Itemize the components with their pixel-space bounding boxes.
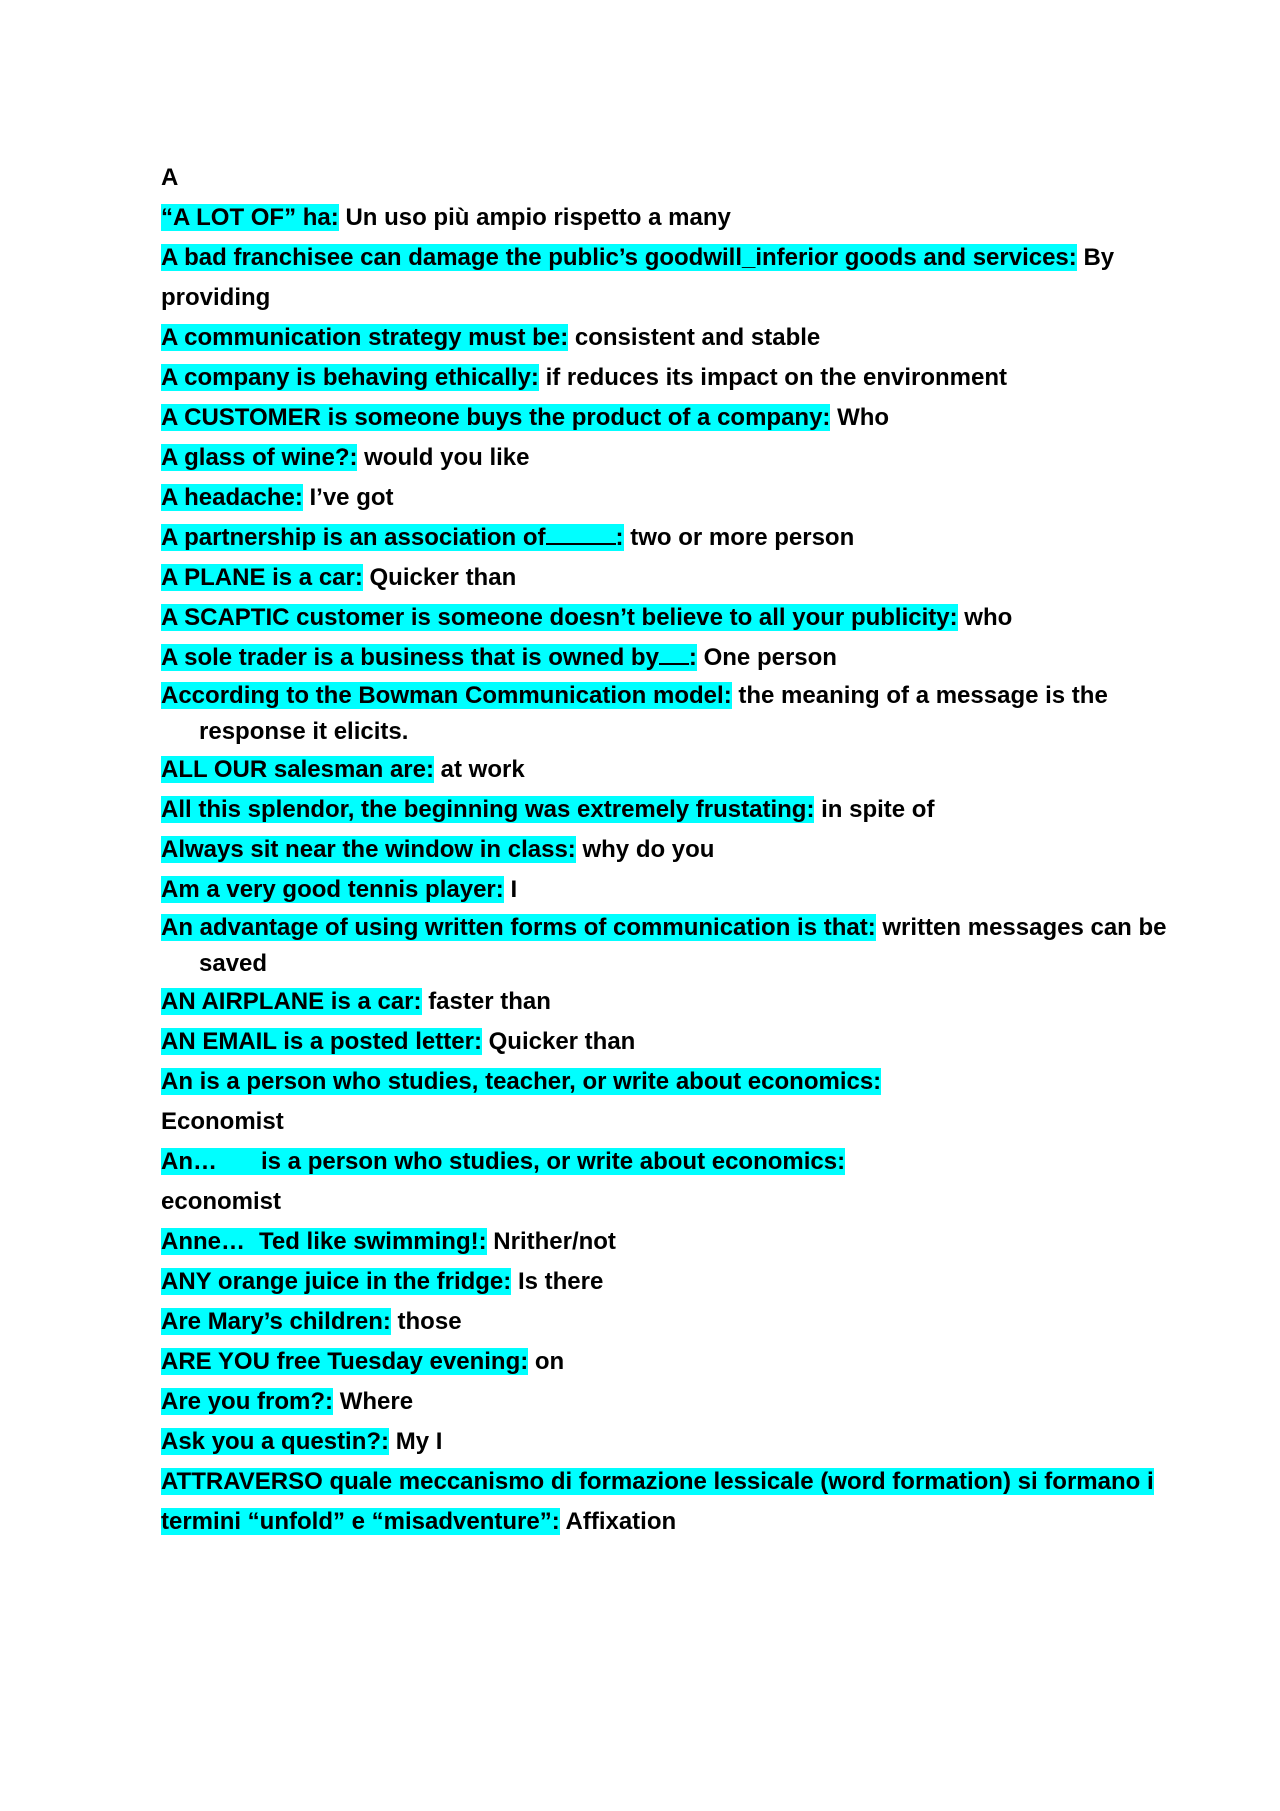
entry xyxy=(161,358,1191,398)
question: A bad franchisee can damage the public’s goodwill_inferior goods and services: xyxy=(161,244,1077,271)
answer: Quicker than xyxy=(488,1028,636,1055)
question: A communication strategy must be: xyxy=(161,324,569,351)
question: ANY orange juice in the fridge: xyxy=(161,1268,512,1295)
answer: those xyxy=(397,1308,462,1335)
answer: Where xyxy=(339,1388,414,1415)
entry xyxy=(161,198,1191,238)
question: A CUSTOMER is someone buys the product of a company: xyxy=(161,404,831,431)
answer: My I xyxy=(395,1428,443,1455)
question-part: An xyxy=(161,1068,193,1095)
section-heading: A xyxy=(161,164,179,191)
answer: Un uso più ampio rispetto a many xyxy=(345,204,731,231)
question: All this splendor, the beginning was extremely frustating: xyxy=(161,796,815,823)
question-part: Anne… xyxy=(161,1228,245,1255)
entry xyxy=(161,750,1191,790)
question: According to the Bowman Communication model: xyxy=(161,682,732,709)
entry xyxy=(161,1262,1191,1302)
question: AN AIRPLANE is a car: xyxy=(161,988,422,1015)
answer: on xyxy=(534,1348,565,1375)
fill-in-blank xyxy=(546,523,616,545)
entry xyxy=(161,598,1191,638)
answer: Who xyxy=(837,404,890,431)
question: ARE YOU free Tuesday evening: xyxy=(161,1348,529,1375)
question: An advantage of using written forms of communication is that: xyxy=(161,914,876,941)
entry xyxy=(161,1422,1191,1462)
entry xyxy=(161,1382,1191,1422)
answer: consistent and stable xyxy=(574,324,821,351)
document-page xyxy=(161,158,1191,1542)
entry xyxy=(161,1062,1191,1142)
question: Am a very good tennis player: xyxy=(161,876,504,903)
question: ALL OUR salesman are: xyxy=(161,756,434,783)
question: “A LOT OF” ha: xyxy=(161,204,339,231)
answer: the meaning of a message is the response it elicits. xyxy=(199,682,1108,745)
question: Always sit near the window in class: xyxy=(161,836,576,863)
question xyxy=(161,1068,881,1095)
answer: Economist xyxy=(161,1108,284,1135)
question-part: is a person who studies, or write about economics: xyxy=(261,1148,846,1175)
entry xyxy=(161,438,1191,478)
entry xyxy=(161,910,1191,982)
entry xyxy=(161,870,1191,910)
entry xyxy=(161,790,1191,830)
entry xyxy=(161,478,1191,518)
question xyxy=(161,1148,845,1175)
question-part: A sole trader is a business that is owned by xyxy=(161,644,659,671)
question: A SCAPTIC customer is someone doesn’t believe to all your publicity: xyxy=(161,604,958,631)
entry xyxy=(161,1302,1191,1342)
answer: at work xyxy=(440,756,525,783)
answer: I xyxy=(510,876,518,903)
answer: if reduces its impact on the environment xyxy=(545,364,1007,391)
question-part: is a person who studies, teacher, or write about economics: xyxy=(199,1068,882,1095)
fill-in-blank xyxy=(659,643,689,665)
entry xyxy=(161,678,1191,750)
question-part: A partnership is an association of xyxy=(161,524,546,551)
answer: would you like xyxy=(364,444,530,471)
question-part: An… xyxy=(161,1148,217,1175)
answer: Is there xyxy=(517,1268,604,1295)
answer: written messages can be saved xyxy=(199,914,1167,977)
entry xyxy=(161,1342,1191,1382)
entry xyxy=(161,1022,1191,1062)
question: A glass of wine?: xyxy=(161,444,358,471)
answer: faster than xyxy=(428,988,551,1015)
answer: why do you xyxy=(582,836,715,863)
answer: Nrither/not xyxy=(493,1228,616,1255)
entry xyxy=(161,1222,1191,1262)
question-part: Ted like swimming!: xyxy=(259,1228,487,1255)
entry xyxy=(161,1142,1191,1222)
answer: in spite of xyxy=(821,796,935,823)
entry xyxy=(161,830,1191,870)
answer: who xyxy=(964,604,1013,631)
entry xyxy=(161,982,1191,1022)
answer: economist xyxy=(161,1188,282,1215)
answer: One person xyxy=(703,644,837,671)
question: Are Mary’s children: xyxy=(161,1308,391,1335)
question: AN EMAIL is a posted letter: xyxy=(161,1028,482,1055)
question: A company is behaving ethically: xyxy=(161,364,539,391)
entry xyxy=(161,238,1191,318)
question xyxy=(161,1228,487,1255)
question xyxy=(161,524,624,551)
question: Ask you a questin?: xyxy=(161,1428,390,1455)
answer: Quicker than xyxy=(369,564,517,591)
question: A PLANE is a car: xyxy=(161,564,363,591)
question: ATTRAVERSO quale meccanismo di formazione lessicale (word formation) si formano i termini “unfold” e “misadventure”: xyxy=(161,1468,1154,1535)
question xyxy=(161,644,697,671)
entry xyxy=(161,318,1191,358)
question: A headache: xyxy=(161,484,303,511)
entry xyxy=(161,398,1191,438)
question: Are you from?: xyxy=(161,1388,334,1415)
question-part: : xyxy=(688,644,697,671)
entry xyxy=(161,518,1191,558)
answer: By providing xyxy=(161,244,1115,311)
answer: two or more person xyxy=(630,524,855,551)
answer: I’ve got xyxy=(309,484,394,511)
entry xyxy=(161,558,1191,598)
entry xyxy=(161,638,1191,678)
entry xyxy=(161,1462,1191,1542)
question-part: : xyxy=(615,524,624,551)
answer: Affixation xyxy=(565,1508,677,1535)
